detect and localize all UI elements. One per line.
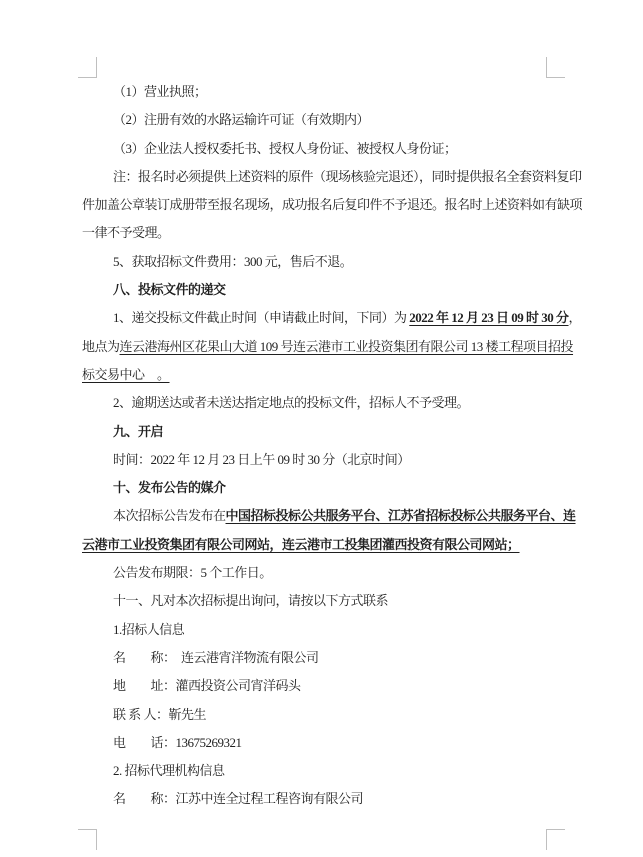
text-line	[82, 304, 582, 332]
text-line	[82, 135, 582, 163]
text-line	[82, 333, 582, 361]
text-line	[82, 701, 582, 729]
text-segment: 云港市工业投资集团有限公司网站，连云港市工投集团灌西投资有限公司网站；	[82, 536, 520, 552]
text-line	[82, 644, 582, 672]
text-line	[82, 191, 582, 219]
text-line	[82, 106, 582, 134]
crop-mark-top-left-icon	[78, 57, 97, 78]
text-line	[82, 276, 582, 304]
text-line	[82, 729, 582, 757]
text-segment: 中国招标投标公共服务平台、江苏省招标投标公共服务平台、连	[225, 508, 576, 524]
text-segment: 名 称： 连云港宵洋物流有限公司	[113, 649, 319, 665]
text-segment: （3）企业法人授权委托书、授权人身份证、被授权人身份证；	[113, 140, 457, 156]
text-segment: 一律不予受理。	[82, 225, 170, 241]
text-line	[82, 219, 582, 247]
text-line	[82, 785, 582, 813]
crop-mark-bottom-right-icon	[546, 829, 565, 850]
text-segment: 2022 年 12 月 23 日 09 时 30 分	[409, 310, 569, 326]
text-segment: 公告发布期限：5 个工作日。	[113, 565, 272, 581]
text-segment: 1、递交投标文件截止时间（申请截止时间，下同）为	[113, 310, 410, 326]
text-line	[82, 474, 582, 502]
text-line	[82, 389, 582, 417]
text-segment: 地点为	[82, 338, 120, 354]
text-segment: 注：报名时必须提供上述资料的原件（现场核验完退还），同时提供报名全套资料复印	[113, 168, 582, 184]
text-segment: 八、投标文件的递交	[113, 282, 226, 298]
text-line	[82, 559, 582, 587]
text-segment: 九、开启	[113, 423, 164, 439]
text-line	[82, 616, 582, 644]
text-segment: 名 称：江苏中连全过程工程咨询有限公司	[113, 791, 364, 807]
text-line	[82, 502, 582, 530]
text-segment: 十、发布公告的媒介	[113, 480, 226, 496]
text-segment: 联 系 人：靳先生	[113, 706, 207, 722]
text-segment: ，	[568, 310, 582, 326]
text-segment: 1.招标人信息	[113, 621, 185, 637]
text-line	[82, 418, 582, 446]
text-line	[82, 587, 582, 615]
document-lines	[82, 78, 582, 814]
text-line	[82, 248, 582, 276]
text-segment: 连云港海州区花果山大道 109 号连云港市工业投资集团有限公司 13 楼工程项目招投	[119, 338, 574, 354]
crop-mark-bottom-left-icon	[78, 829, 97, 850]
text-line	[82, 672, 582, 700]
text-segment: （2）注册有效的水路运输许可证（有效期内）	[113, 112, 370, 128]
text-line	[82, 446, 582, 474]
text-segment: 时间：2022 年 12 月 23 日上午 09 时 30 分（北京时间）	[113, 451, 410, 467]
text-segment: 标交易中心 。	[82, 366, 170, 382]
text-segment: 十一、凡对本次招标提出询问，请按以下方式联系	[113, 593, 389, 609]
text-segment: 件加盖公章装订成册带至报名现场，成功报名后复印件不予退还。报名时上述资料如有缺项	[82, 197, 583, 213]
text-line	[82, 531, 582, 559]
text-segment: 2、逾期送达或者未送达指定地点的投标文件，招标人不予受理。	[113, 395, 470, 411]
text-segment: 电 话：13675269321	[113, 734, 242, 750]
text-segment: 5、获取招标文件费用：300 元，售后不退。	[113, 253, 353, 269]
text-line	[82, 78, 582, 106]
crop-mark-top-right-icon	[546, 57, 565, 78]
text-segment: 本次招标公告发布在	[113, 508, 226, 524]
text-line	[82, 757, 582, 785]
text-line	[82, 361, 582, 389]
text-segment: 地 址：灌西投资公司宵洋码头	[113, 678, 301, 694]
text-segment: （1）营业执照；	[113, 84, 207, 99]
text-segment: 2. 招标代理机构信息	[113, 763, 225, 779]
text-line	[82, 163, 582, 191]
